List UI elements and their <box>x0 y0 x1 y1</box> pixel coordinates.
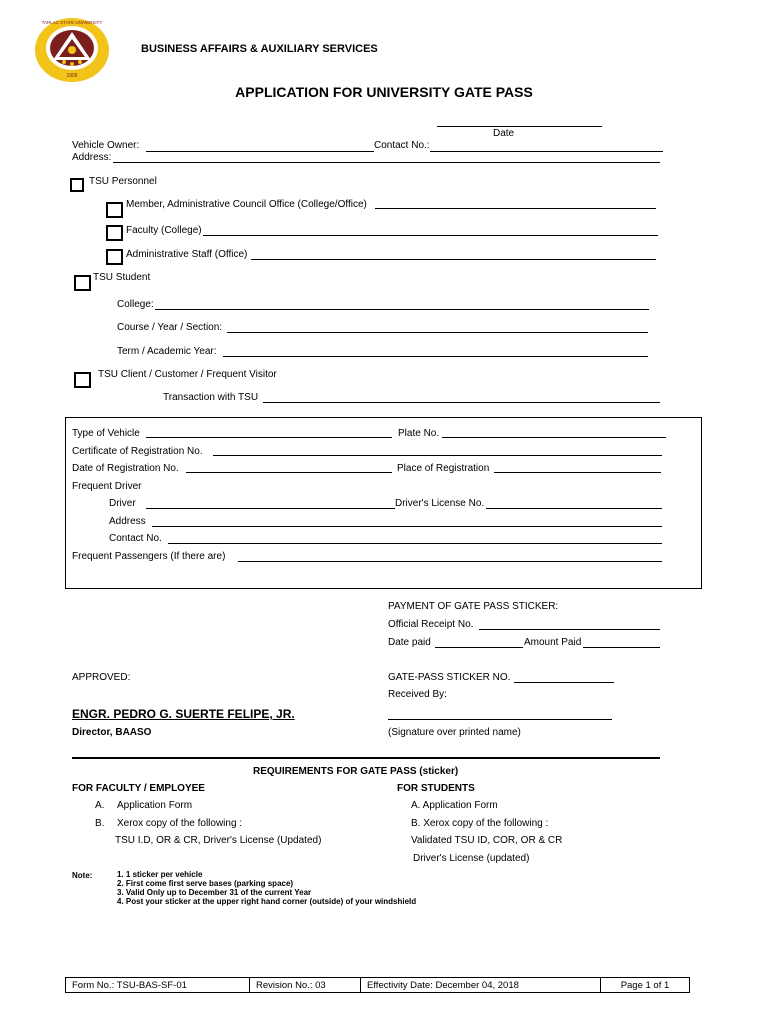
sticker-no-label: GATE-PASS STICKER NO. <box>388 672 511 683</box>
tsu-client-label: TSU Client / Customer / Frequent Visitor <box>98 369 277 380</box>
revision-number: Revision No.: 03 <box>250 978 361 992</box>
date-paid-field[interactable] <box>435 647 523 648</box>
form-title: APPLICATION FOR UNIVERSITY GATE PASS <box>235 84 533 100</box>
faculty-item-a-letter: A. <box>95 800 105 811</box>
passengers-label: Frequent Passengers (If there are) <box>72 551 226 562</box>
tsu-personnel-label: TSU Personnel <box>89 176 157 187</box>
admin-staff-checkbox[interactable] <box>106 249 123 265</box>
faculty-field[interactable] <box>203 235 658 236</box>
payment-heading: PAYMENT OF GATE PASS STICKER: <box>388 601 559 612</box>
signature-label: (Signature over printed name) <box>388 727 521 738</box>
date-registration-label: Date of Registration No. <box>72 463 179 474</box>
driver-address-field[interactable] <box>152 526 662 527</box>
license-label: Driver's License No. <box>395 498 485 509</box>
tsu-student-label: TSU Student <box>93 272 151 283</box>
notes-label: Note: <box>72 871 93 880</box>
college-field[interactable] <box>155 309 649 310</box>
requirements-heading: REQUIREMENTS FOR GATE PASS (sticker) <box>253 766 459 777</box>
term-label: Term / Academic Year: <box>117 346 217 357</box>
signature-field[interactable] <box>388 719 612 720</box>
address-field[interactable] <box>113 162 660 163</box>
address-label: Address: <box>72 152 112 163</box>
receipt-label: Official Receipt No. <box>388 619 474 630</box>
course-label: Course / Year / Section: <box>117 322 223 333</box>
place-registration-field[interactable] <box>494 472 661 473</box>
driver-label: Driver <box>109 498 136 509</box>
passengers-field[interactable] <box>238 561 662 562</box>
sticker-no-field[interactable] <box>514 682 614 683</box>
note-item: 4. Post your sticker at the upper right hand corner (outside) of your windshield <box>117 897 417 906</box>
form-footer <box>65 977 690 993</box>
tsu-student-checkbox[interactable] <box>74 275 91 291</box>
cert-registration-label: Certificate of Registration No. <box>72 446 203 457</box>
cert-registration-field[interactable] <box>213 455 662 456</box>
course-field[interactable] <box>227 332 648 333</box>
date-registration-field[interactable] <box>186 472 392 473</box>
faculty-item-a: Application Form <box>117 800 193 811</box>
note-item: 3. Valid Only up to December 31 of the current Year <box>117 888 312 897</box>
faculty-item-b: Xerox copy of the following : <box>117 818 243 829</box>
student-requirements-heading: FOR STUDENTS <box>397 783 475 794</box>
plate-field[interactable] <box>442 437 666 438</box>
vehicle-owner-field[interactable] <box>146 151 374 152</box>
student-item-b: B. Xerox copy of the following : <box>411 818 549 829</box>
vehicle-details-box <box>65 417 702 589</box>
form-number: Form No.: TSU-BAS-SF-01 <box>66 978 250 992</box>
transaction-label: Transaction with TSU <box>163 392 259 403</box>
vehicle-type-label: Type of Vehicle <box>72 428 140 439</box>
plate-label: Plate No. <box>398 428 440 439</box>
student-item-a: A. Application Form <box>411 800 498 811</box>
college-label: College: <box>117 299 154 310</box>
date-label: Date <box>493 128 515 139</box>
approver-position: Director, BAASO <box>72 727 152 738</box>
amount-paid-field[interactable] <box>583 647 660 648</box>
date-field[interactable] <box>437 126 602 127</box>
faculty-checkbox[interactable] <box>106 225 123 241</box>
driver-field[interactable] <box>146 508 395 509</box>
driver-address-label: Address <box>109 516 146 527</box>
contact-label: Contact No.: <box>374 140 430 151</box>
approver-name: ENGR. PEDRO G. SUERTE FELIPE, JR. <box>72 707 295 721</box>
license-field[interactable] <box>486 508 662 509</box>
date-paid-label: Date paid <box>388 637 431 648</box>
section-divider <box>72 757 660 759</box>
student-docs-2: Driver's License (updated) <box>413 853 530 864</box>
note-item: 1. 1 sticker per vehicle <box>117 870 203 879</box>
faculty-docs: TSU I.D, OR & CR, Driver's License (Updated) <box>115 835 322 846</box>
tsu-client-checkbox[interactable] <box>74 372 91 388</box>
page-number: Page 1 of 1 <box>620 980 670 991</box>
place-registration-label: Place of Registration <box>397 463 490 474</box>
note-item: 2. First come first serve bases (parking space) <box>117 879 294 888</box>
admin-staff-field[interactable] <box>251 259 656 260</box>
member-label: Member, Administrative Council Office (College/Office) <box>126 199 367 210</box>
vehicle-owner-label: Vehicle Owner: <box>72 140 140 151</box>
frequent-driver-label: Frequent Driver <box>72 481 142 492</box>
approved-label: APPROVED: <box>72 672 131 683</box>
faculty-label: Faculty (College) <box>126 225 202 236</box>
driver-contact-field[interactable] <box>168 543 662 544</box>
amount-paid-label: Amount Paid <box>524 637 582 648</box>
faculty-item-b-letter: B. <box>95 818 105 829</box>
transaction-field[interactable] <box>263 402 660 403</box>
received-by-label: Received By: <box>388 689 447 700</box>
member-checkbox[interactable] <box>106 202 123 218</box>
seal-text: TARLAC STATE UNIVERSITY <box>41 20 103 25</box>
contact-field[interactable] <box>430 151 663 152</box>
admin-staff-label: Administrative Staff (Office) <box>126 249 248 260</box>
receipt-field[interactable] <box>479 629 660 630</box>
faculty-requirements-heading: FOR FACULTY / EMPLOYEE <box>72 783 205 794</box>
member-field[interactable] <box>375 208 656 209</box>
seal-year: 1906 <box>66 73 78 79</box>
student-docs-1: Validated TSU ID, COR, OR & CR <box>411 835 563 846</box>
term-field[interactable] <box>223 356 648 357</box>
tsu-personnel-checkbox[interactable] <box>70 178 84 192</box>
department-name: BUSINESS AFFAIRS & AUXILIARY SERVICES <box>141 43 378 55</box>
driver-contact-label: Contact No. <box>109 533 162 544</box>
vehicle-type-field[interactable] <box>146 437 392 438</box>
university-seal-logo <box>34 17 110 83</box>
effectivity-date: Effectivity Date: December 04, 2018 <box>361 978 601 992</box>
